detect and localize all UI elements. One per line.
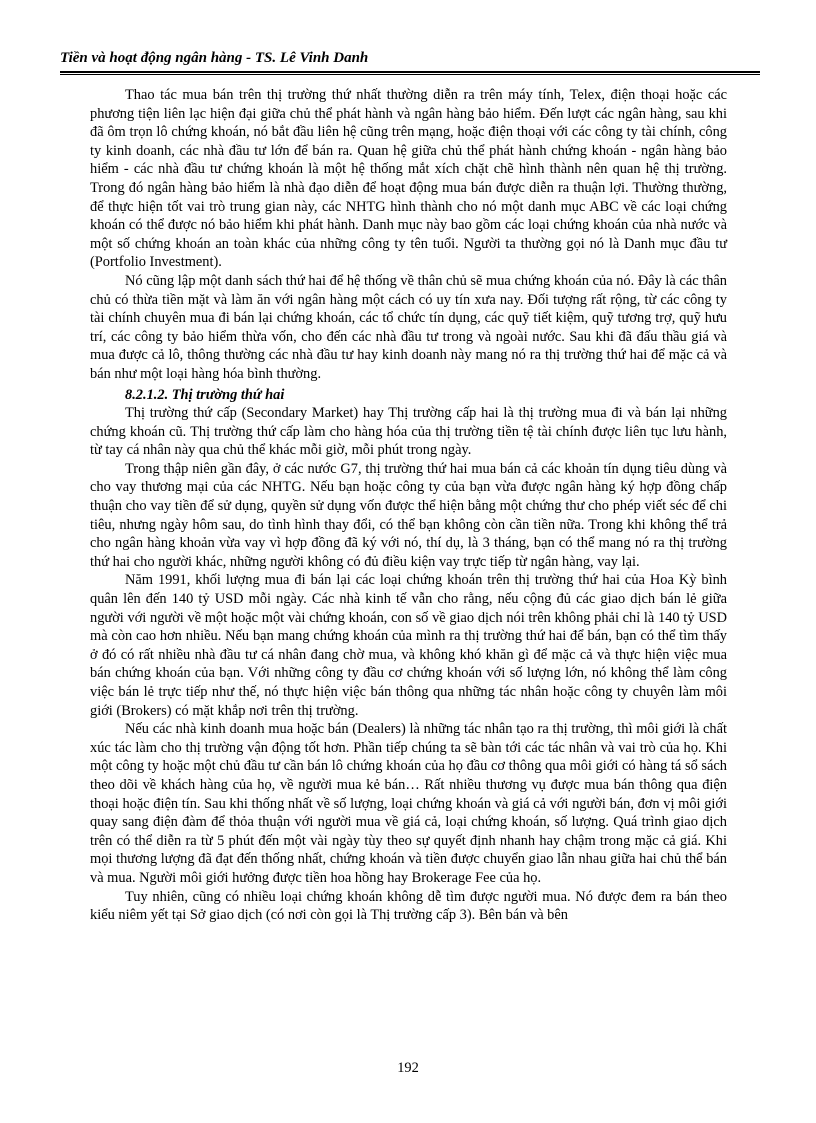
page-number: 192	[397, 1060, 419, 1076]
paragraph: Thao tác mua bán trên thị trường thứ nhất thường diễn ra trên máy tính, Telex, điện thoại hoặc các phương tiện liên lạc hiện đại giữa chủ thể phát hành và ngân hàng bảo hiểm. Đến lượt các ngân hàng, sau khi đã ôm trọn lô chứng khoán, nó bắt đầu liên hệ cũng trên mạng, hoặc điện thoại với các công ty tài chính, công ty kinh doanh, các nhà đầu tư lớn để bán ra. Quan hệ giữa chủ thể phát hành chứng khoán - ngân hàng bảo hiểm - các nhà đầu tư chứng khoán là một hệ thống mắt xích chặt chẽ hình thành nên quan hệ thị trường. Trong đó ngân hàng bảo hiểm là nhà đạo diễn để hoạt động mua bán được diễn ra thuận lợi. Thường thường, để thực hiện tốt vai trò trung gian này, các NHTG hình thành cho nó một danh mục ABC về các loại chứng khoán có thể được nó bảo hiểm khi phát hành. Danh mục này bao gồm các loại chứng khoán của nhà nước và một số chứng khoán an toàn khác của những công ty tên tuổi. Người ta thường gọi nó là Danh mục đầu tư (Portfolio Investment).	[90, 87, 727, 271]
paragraph: Năm 1991, khối lượng mua đi bán lại các loại chứng khoán trên thị trường thứ hai của Hoa Kỳ bình quân lên đến 140 tỷ USD mỗi ngày. Các nhà kinh tế vẫn cho rằng, nếu cộng đủ các giao dịch bán lẻ giữa người với người về một hoặc một vài chứng khoán, con số về giao dịch nói trên không phải chỉ là 140 tỷ USD mà còn cao hơn nhiều. Nếu bạn mang chứng khoán của mình ra thị trường thứ hai để bán, bạn có thể tìm thấy ở đó có rất nhiều nhà đầu tư cá nhân đang chờ mua, và không khó khăn gì để mặc cả và thực hiện việc mua bán chứng khoán của bạn. Với những công ty đầu cơ chứng khoán với số lượng lớn, nó không thể làm công việc bán lẻ trực tiếp như thế, nó thực hiện việc bán thông qua những tác nhân hoặc công ty chuyên làm môi giới (Brokers) có mặt khắp nơi trên thị trường.	[90, 572, 727, 719]
page-body	[90, 86, 727, 925]
paragraph: Thị trường thứ cấp (Secondary Market) hay Thị trường cấp hai là thị trường mua đi và bán lại những chứng khoán cũ. Thị trường thứ cấp làm cho hàng hóa của thị trường tiền tệ tài chính được liên tục lưu hành, từ tay cá nhân này qua chủ thể khác mỗi giờ, mỗi phút trong ngày.	[90, 405, 727, 459]
paragraph: Trong thập niên gần đây, ở các nước G7, thị trường thứ hai mua bán cả các khoản tín dụng tiêu dùng và cho vay thương mại của các NHTG. Nếu bạn hoặc công ty của bạn vừa được ngân hàng ký hợp đồng chấp thuận cho vay tiền để sử dụng, quyền sử dụng vốn được thể hiện bằng một chứng thư cho phép viết séc để chi tiêu, nhưng ngày hôm sau, do tình hình thay đổi, có thể bạn không còn cần tiền nữa. Trong khi không thể trả cho ngân hàng khoản vừa vay vì hợp đồng đã ký với nó, thí dụ, là 3 tháng, bạn có thể mang nó ra thị trường thứ hai cho người khác, những người không có đủ điều kiện vay trực tiếp từ ngân hàng, vay lại.	[90, 460, 727, 570]
paragraph: Tuy nhiên, cũng có nhiều loại chứng khoán không dễ tìm được người mua. Nó được đem ra bán theo kiểu niêm yết tại Sở giao dịch (có nơi còn gọi là Thị trường cấp 3). Bên bán và bên	[90, 888, 727, 924]
paragraph: Nếu các nhà kinh doanh mua hoặc bán (Dealers) là những tác nhân tạo ra thị trường, thì môi giới là chất xúc tác làm cho thị trường vận động tốt hơn. Phần tiếp chúng ta sẽ bàn tới các tác nhân và vai trò của họ. Khi một công ty hoặc một chủ đầu tư cần bán lô chứng khoán của họ đầu cơ thông qua môi giới có hàng tá sổ sách theo dõi về khách hàng của họ, về người mua kẻ bán… Rất nhiều thương vụ được mua bán thông qua điện thoại hoặc điện tín. Sau khi thống nhất về số lượng, loại chứng khoán và giá cả với người bán, đơn vị môi giới quay sang điện đàm để thỏa thuận với người mua về giá cả, loại chứng khoán, số lượng. Quá trình giao dịch trên có thể diễn ra từ 5 phút đến một vài ngày tùy theo sự quyết định nhanh hay chậm trong mặc cả giá. Khi mọi thương lượng đã đạt đến thống nhất, chứng khoán và tiền được chuyển giao lẫn nhau giữa hai chủ thể bán và mua. Người môi giới hưởng được tiền hoa hồng hay Brokerage Fee của họ.	[90, 721, 727, 886]
header-rule	[60, 71, 760, 75]
section-heading: 8.2.1.2. Thị trường thứ hai	[125, 386, 285, 403]
running-header: Tiền và hoạt động ngân hàng - TS. Lê Vinh Danh	[60, 50, 369, 66]
paragraph: Nó cũng lập một danh sách thứ hai để hệ thống về thân chủ sẽ mua chứng khoán của nó. Đây là các thân chủ có thừa tiền mặt và làm ăn với ngân hàng một cách có uy tín xưa nay. Đối tượng rất rộng, từ các công ty tài chính chuyên mua đi bán lại chứng khoán, các tổ chức tín dụng, các quỹ tiết kiệm, quỹ tương trợ, quỹ hưu trí, các công ty bảo hiểm thừa vốn, cho đến các nhà đầu tư trong và ngoài nước. Sau khi đã đấu thầu giá và mua được cả lô, thông thường các nhà đầu tư hay kinh doanh này mang nó ra thị trường thứ hai để mặc cả và bán như một loại hàng hóa bình thường.	[90, 272, 727, 382]
